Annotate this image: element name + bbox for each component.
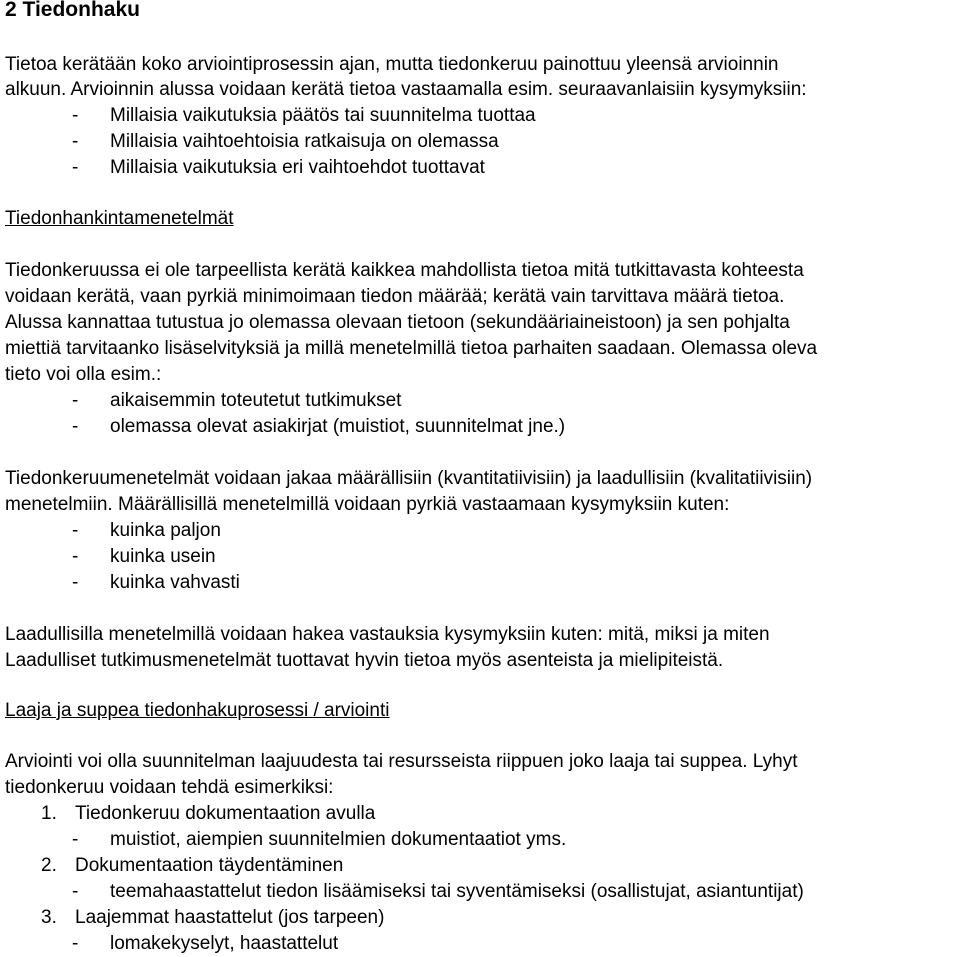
- paragraph-line: Arviointi voi olla suunnitelman laajuudesta tai resursseista riippuen joko laaja tai suppea. Lyhyt: [5, 751, 798, 772]
- bullet-text: Millaisia vaikutuksia päätös tai suunnitelma tuottaa: [110, 105, 536, 126]
- list-item: [5, 155, 905, 181]
- paragraph-line: Tiedonkeruumenetelmät voidaan jakaa määrällisiin (kvantitatiivisiin) ja laadullisiin (kvalitatiivisiin): [5, 468, 813, 489]
- paragraph-line: tieto voi olla esim.:: [5, 364, 162, 385]
- bullet-dash: -: [72, 390, 79, 411]
- bullet-dash: -: [72, 572, 79, 593]
- item-text: Tiedonkeruu dokumentaation avulla: [75, 803, 376, 824]
- list-item: [5, 129, 905, 155]
- item-text: Dokumentaation täydentäminen: [75, 855, 344, 876]
- subheading-methods: Tiedonhankintamenetelmät: [5, 208, 234, 229]
- list-item: [5, 414, 905, 440]
- bullet-text: Millaisia vaihtoehtoisia ratkaisuja on olemassa: [110, 131, 499, 152]
- bullet-dash: -: [72, 416, 79, 437]
- item-number: 3.: [41, 907, 57, 928]
- bullet-dash: -: [72, 105, 79, 126]
- list-item: [5, 388, 905, 414]
- item-number: 1.: [41, 803, 57, 824]
- bullet-dash: -: [72, 131, 79, 152]
- intro-line: Tietoa kerätään koko arviointiprosessin ajan, mutta tiedonkeruu painottuu yleensä arvioinnin: [5, 54, 779, 75]
- bullet-text: olemassa olevat asiakirjat (muistiot, suunnitelmat jne.): [110, 416, 566, 437]
- item-number: 2.: [41, 855, 57, 876]
- paragraph-line: Laadulliset tutkimusmenetelmät tuottavat hyvin tietoa myös asenteista ja mielipiteistä.: [5, 650, 724, 671]
- paragraph-line: menetelmiin. Määrällisillä menetelmillä voidaan pyrkiä vastaamaan kysymyksiin kuten:: [5, 494, 730, 515]
- bullet-text: kuinka vahvasti: [110, 572, 240, 593]
- item-text: Laajemmat haastattelut (jos tarpeen): [75, 907, 385, 928]
- paragraph-line: Tiedonkeruussa ei ole tarpeellista kerätä kaikkea mahdollista tietoa mitä tutkittavasta kohteesta: [5, 260, 804, 281]
- numbered-item: [5, 801, 905, 827]
- bullet-dash: -: [72, 829, 79, 850]
- list-item: [5, 827, 945, 853]
- bullet-dash: -: [72, 881, 79, 902]
- paragraph-line: Alussa kannattaa tutustua jo olemassa olevaan tietoon (sekundääriaineistoon) ja sen pohjalta: [5, 312, 790, 333]
- list-item: [5, 931, 905, 957]
- bullet-dash: -: [72, 520, 79, 541]
- paragraph-line: Laadullisilla menetelmillä voidaan hakea vastauksia kysymyksiin kuten: mitä, miksi ja miten: [5, 624, 770, 645]
- bullet-text: kuinka paljon: [110, 520, 221, 541]
- subheading-scope: Laaja ja suppea tiedonhakuprosessi / arviointi: [5, 700, 390, 721]
- paragraph-line: miettiä tarvitaanko lisäselvityksiä ja millä menetelmillä tietoa parhaiten saadaan. Olemassa oleva: [5, 338, 818, 359]
- list-item: [5, 570, 905, 596]
- bullet-text: aikaisemmin toteutetut tutkimukset: [110, 390, 402, 411]
- bullet-dash: -: [72, 546, 79, 567]
- list-item: [5, 518, 905, 544]
- numbered-item: [5, 905, 905, 931]
- numbered-item: [5, 853, 905, 879]
- list-item: [5, 544, 905, 570]
- list-item: [5, 879, 945, 905]
- intro-line: alkuun. Arvioinnin alussa voidaan kerätä tietoa vastaamalla esim. seuraavanlaisiin kysymyksiin:: [5, 79, 807, 100]
- bullet-text: Millaisia vaikutuksia eri vaihtoehdot tuottavat: [110, 157, 485, 178]
- bullet-text: teemahaastattelut tiedon lisäämiseksi tai syventämiseksi (osallistujat, asiantuntijat): [110, 881, 804, 902]
- bullet-dash: -: [72, 933, 79, 954]
- paragraph-line: voidaan kerätä, vaan pyrkiä minimoimaan tiedon määrää; kerätä vain tarvittava määrä tietoa.: [5, 286, 785, 307]
- bullet-dash: -: [72, 157, 79, 178]
- section-heading: 2 Tiedonhaku: [5, 0, 140, 21]
- paragraph-line: tiedonkeruu voidaan tehdä esimerkiksi:: [5, 777, 334, 798]
- bullet-text: muistiot, aiempien suunnitelmien dokumentaatiot yms.: [110, 829, 567, 850]
- bullet-text: lomakekyselyt, haastattelut: [110, 933, 339, 954]
- bullet-text: kuinka usein: [110, 546, 216, 567]
- list-item: [5, 103, 905, 129]
